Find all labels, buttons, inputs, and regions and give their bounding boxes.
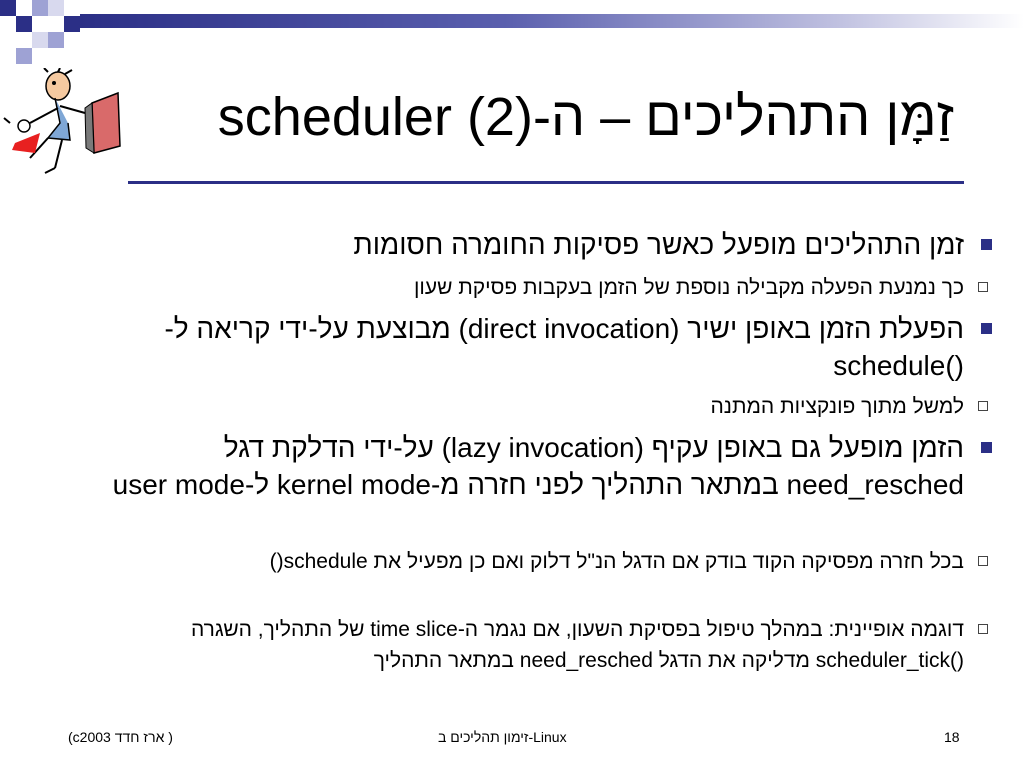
deco-square [16,16,32,32]
deco-square [32,32,48,48]
slide-title: זַמָּן התהליכים – ה-scheduler (2) [217,87,954,147]
hollow-square-bullet-icon [978,556,988,566]
sub-bullet-text: בכל חזרה מפסיקה הקוד בודק אם הדגל הנ"ל דלוק ואם כן מפעיל את schedule() [269,550,964,573]
sub-bullet-item [114,614,964,676]
running-man-icon [0,68,125,183]
title-gradient-bar [80,14,1024,28]
deco-square [16,48,32,64]
decorative-squares [0,0,1024,64]
sub-bullet-text: כך נמנעת הפעלה מקבילה נוספת של הזמן בעקבות פסיקת שעון [413,276,964,299]
sub-bullet-text: דוגמה אופיינית: במהלך טיפול בפסיקת השעון, אם נגמר ה-time slice של התהליך, השגרה ()scheduler_tick מדליקה את הדגל need_resched במתאר התהליך [190,618,964,672]
deco-square [48,32,64,48]
hollow-square-bullet-icon [978,282,988,292]
sub-bullet-item [114,546,964,577]
page-number: 18 [944,729,960,745]
hollow-square-bullet-icon [978,401,988,411]
filled-square-bullet-icon [981,442,992,453]
title-underline [128,181,964,184]
deco-square [64,16,80,32]
filled-square-bullet-icon [981,239,992,250]
bullet-item [94,310,964,384]
bullet-text: הפעלת הזמן באופן ישיר (direct invocation) מבוצעת על-ידי קריאה ל-()schedule [164,313,964,381]
footer-center: זימון תהליכים ב-Linux [438,729,567,745]
deco-square [0,0,16,16]
sub-bullet-item [114,272,964,303]
filled-square-bullet-icon [981,323,992,334]
bullet-text: הזמן מופעל גם באופן עקיף (lazy invocation) על-ידי הדלקת דגל need_resched במתאר התהליך לפני חזרה מ-kernel mode ל-user mode [112,432,964,500]
sub-bullet-text: למשל מתוך פונקציות המתנה [710,395,964,418]
bullet-item [94,429,964,503]
sub-bullet-item [114,391,964,422]
deco-square [32,0,48,16]
footer-copyright: (c2003 ארז חדד ) [68,729,173,745]
deco-square [48,0,64,16]
bullet-text: זמן התהליכים מופעל כאשר פסיקות החומרה חסומות [353,229,964,260]
bullet-item [94,226,964,263]
hollow-square-bullet-icon [978,624,988,634]
